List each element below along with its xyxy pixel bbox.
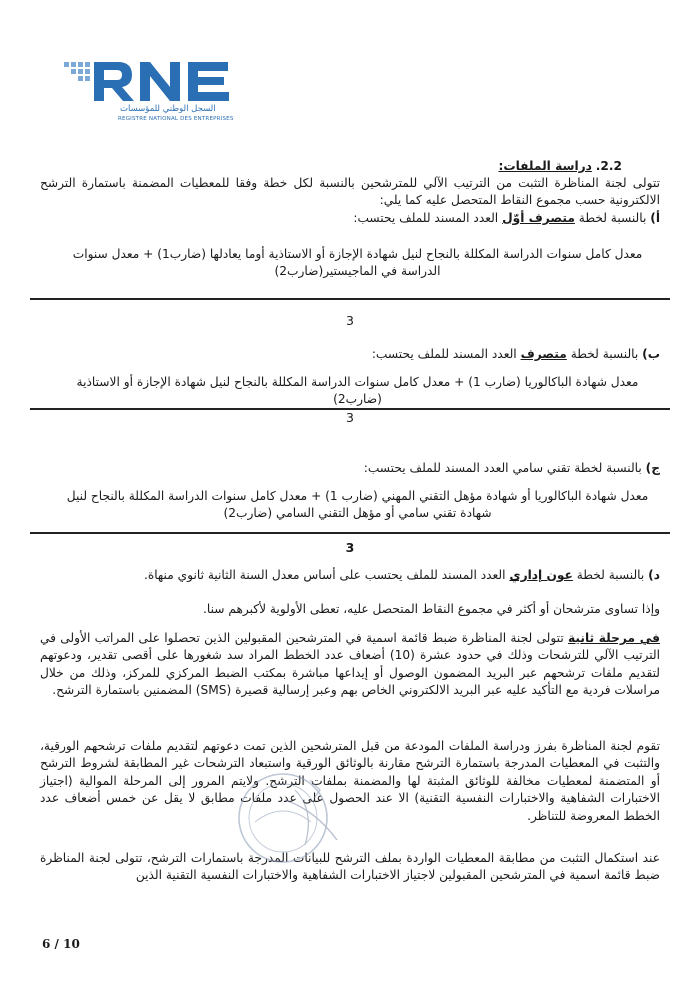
rne-logo <box>62 58 237 126</box>
item-d-marker: د) <box>648 568 660 582</box>
item-a-keyword: متصرف أوّل <box>502 211 575 225</box>
page-number: 6 / 10 <box>42 937 80 951</box>
formula-c-numerator: معدل شهادة الباكالوريا أو شهادة مؤهل التقني المهني (ضارب 1) + معدل كامل سنوات الدراسة المكللة بالنجاح لنيل شهادة تقني سامي أو مؤهل التقني السامي (ضارب2) <box>66 489 649 520</box>
item-b-marker: ب) <box>642 347 660 361</box>
fraction-line-c <box>30 532 670 534</box>
item-b-keyword: متصرف <box>520 347 567 361</box>
official-stamp-icon <box>225 760 355 880</box>
rne-wordmark-icon <box>62 58 237 102</box>
sorting-paragraph: تقوم لجنة المناظرة بفرز ودراسة الملفات المودعة من قبل المترشحين الذين تمت دعوتهم لتقديم ملفات ترشحهم الورقية، والتثبت في المعطيات المدرجة باستمارة الترشح مقارنة بالوثائق الورقية واستبعاد الترشحات غير المطابقة لشروط الترشح أو المتضمنة لمعطيات مخالفة للوثائق المثبتة لها والمضمنة بملفات الترشح. ولايتم المرور إلى المرحلة الموالية (اجتياز الاختبارات الشفاهية والاختبارات النفسية التقنية) الا عند الحصول على عدد ملفات مطابق لا يقل عن خمس أضعاف عدد الخطط المعروضة للتناظر. <box>40 739 660 823</box>
formula-a-numerator: معدل كامل سنوات الدراسة المكللة بالنجاح لنيل شهادة الإجازة أو الاستاذية أوما يعادلها (ضارب1) + معدل سنوات الدراسة في الماجيستير(ضارب2) <box>72 247 643 278</box>
item-c-heading <box>364 460 660 477</box>
item-a-post: العدد المسند للملف يحتسب: <box>353 211 499 225</box>
item-d-pre: بالنسبة لخطة <box>576 568 645 582</box>
item-a-heading <box>353 210 660 227</box>
final-paragraph: عند استكمال التثبت من مطابقة المعطيات الواردة بملف الترشح للبيانات المدرجة باستمارات الترشح، تتولى لجنة المناظرة ضبط قائمة اسمية في المترشحين المقبولين لاجتياز الاختبارات الشفاهية والاختبارات النفسية التقنية الذين <box>40 851 660 883</box>
intro-paragraph: تتولى لجنة المناظرة التثبت من الترتيب الآلي للمترشحين بالنسبة لكل خطة وفقا للمعطيات المضمنة باستمارة الترشح الالكترونية حسب مجموع النقاط المتحصل عليه كما يلي: <box>40 176 660 207</box>
item-a-pre: بالنسبة لخطة <box>578 211 647 225</box>
item-b-pre: بالنسبة لخطة <box>570 347 639 361</box>
item-b-post: العدد المسند للملف يحتسب: <box>371 347 517 361</box>
section-heading <box>498 158 622 175</box>
item-d-heading <box>144 567 660 584</box>
item-c-text: بالنسبة لخطة تقني سامي العدد المسند للملف يحتسب: <box>363 461 642 475</box>
logo-french-name: REGISTRE NATIONAL DES ENTREPRISES <box>118 116 234 122</box>
second-phase-paragraph <box>40 630 660 700</box>
item-d-keyword: عون إداري <box>509 568 573 582</box>
formula-c-denominator: 3 <box>345 540 355 555</box>
fraction-line-a <box>30 298 670 300</box>
tie-rule-paragraph: وإذا تساوى مترشحان أو أكثر في مجموع النقاط المتحصل عليه، تعطى الأولوية لأكبرهم سنا. <box>202 602 660 616</box>
item-a-marker: أ) <box>650 211 660 225</box>
logo-arabic-name: السجل الوطني للمؤسسات <box>120 104 216 114</box>
formula-b-numerator: معدل شهادة الباكالوريا (ضارب 1) + معدل كامل سنوات الدراسة المكللة بالنجاح لنيل شهادة الإجازة أو الاستاذية (ضارب2) <box>76 375 639 406</box>
item-d-post: العدد المسند للملف يحتسب على أساس معدل السنة الثانية ثانوي منهاة. <box>143 568 506 582</box>
section-number: 2.2. <box>595 159 622 173</box>
item-c-marker: ج) <box>645 461 660 475</box>
item-b-heading <box>372 346 660 363</box>
second-phase-text: تتولى لجنة المناظرة ضبط قائمة اسمية في المترشحين المقبولين الذين تحصلوا على المراتب الأولى في الترتيب الآلي للترشحات وذلك في حدود عشرة (10) أضعاف عدد الخطط المراد سد شغورها على أقصى تقدير، ودعوتهم لتقديم ملفات ترشحهم عبر البريد المضمون الوصول أو إيداعها مباشرة بمكتب الضبط المركزي للمركز، وذلك من خلال مراسلات فردية مع التأكيد عليه عبر البريد الالكتروني الخاص بهم وعبر إرسالية قصيرة (SMS) المضمنين باستمارة الترشح. <box>40 631 660 698</box>
formula-a-denominator: 3 <box>346 313 354 328</box>
section-title: دراسة الملفات: <box>498 159 592 173</box>
second-phase-lead: في مرحلة ثانية <box>568 631 661 645</box>
formula-b-denominator: 3 <box>346 410 354 425</box>
